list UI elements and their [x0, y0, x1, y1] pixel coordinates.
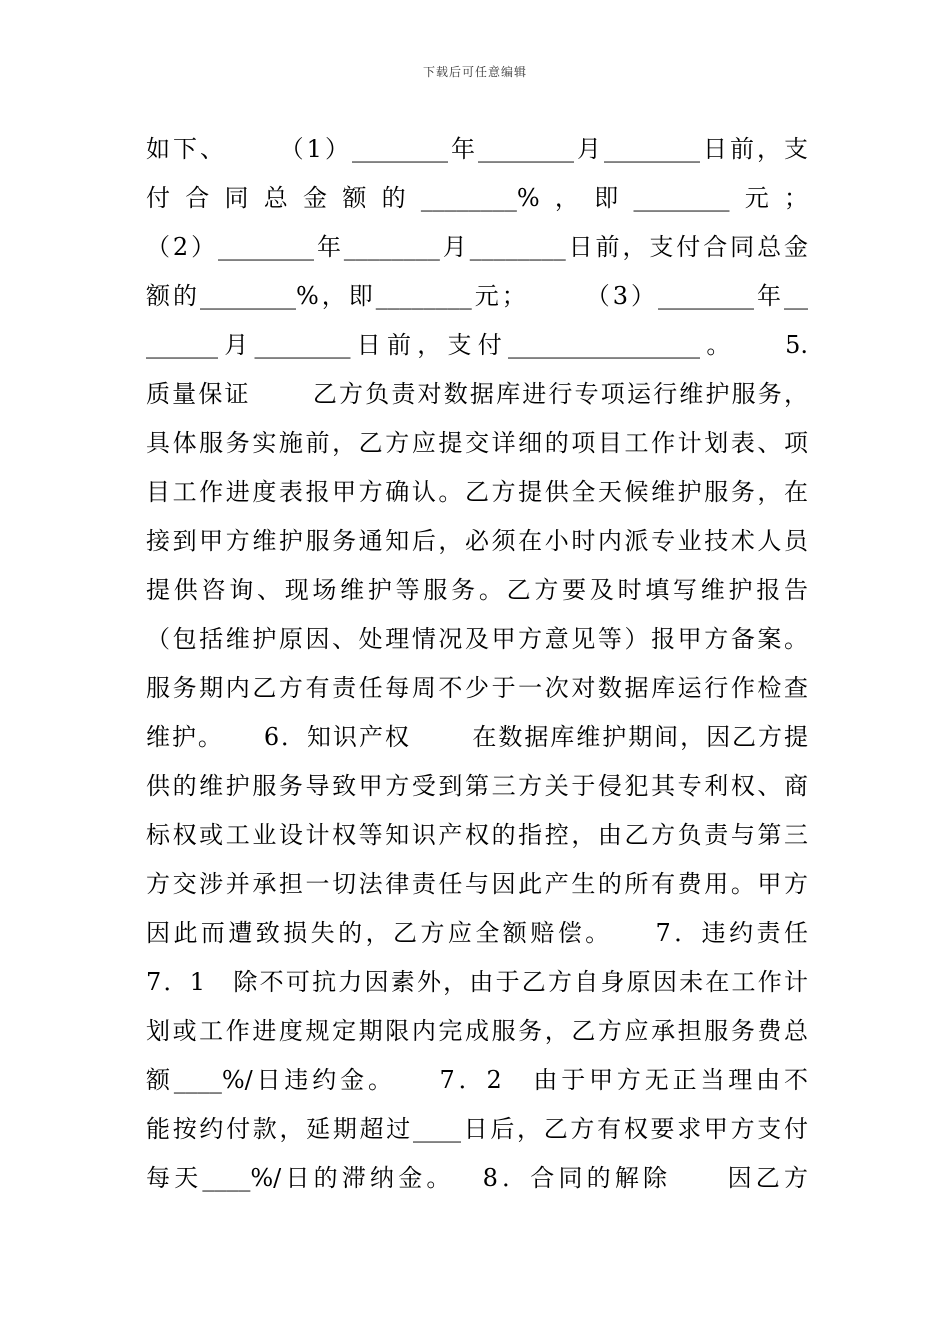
text-line: 供的维护服务导致甲方受到第三方关于侵犯其专利权、商	[146, 772, 808, 800]
text-line: （包括维护原因、处理情况及甲方意见等）报甲方备案。	[146, 625, 808, 653]
text-line: ______月________日前，支付________________。 5.	[146, 331, 808, 359]
text-line: 质量保证 乙方负责对数据库进行专项运行维护服务，	[146, 380, 808, 408]
text-line: 因此而遭致损失的，乙方应全额赔偿。 7．违约责任	[146, 919, 808, 947]
contract-body	[146, 125, 808, 1203]
text-line: 提供咨询、现场维护等服务。乙方要及时填写维护报告	[146, 576, 808, 604]
text-line: 服务期内乙方有责任每周不少于一次对数据库运行作检查	[146, 674, 808, 702]
text-line: 付合同总金额的________%，即________元；	[146, 184, 808, 212]
text-line: 额____%/日违约金。 7．2 由于甲方无正当理由不	[146, 1066, 808, 1094]
text-line: 划或工作进度规定期限内完成服务，乙方应承担服务费总	[146, 1017, 808, 1045]
text-line: 接到甲方维护服务通知后，必须在小时内派专业技术人员	[146, 527, 808, 555]
page-header-note: 下载后可任意编辑	[422, 65, 527, 79]
text-line: 额的________%，即________元； （3）________年__	[146, 282, 808, 310]
text-line: 标权或工业设计权等知识产权的指控，由乙方负责与第三	[146, 821, 808, 849]
text-line: 如下、 （1）________年________月________日前，支	[146, 135, 808, 163]
text-line: 方交涉并承担一切法律责任与因此产生的所有费用。甲方	[146, 870, 808, 898]
text-line: 能按约付款，延期超过____日后，乙方有权要求甲方支付	[146, 1115, 808, 1143]
text-line: 目工作进度表报甲方确认。乙方提供全天候维护服务，在	[146, 478, 808, 506]
text-line: 7．1 除不可抗力因素外，由于乙方自身原因未在工作计	[146, 968, 808, 996]
text-line: 维护。 6．知识产权 在数据库维护期间，因乙方提	[146, 723, 808, 751]
text-line: 具体服务实施前，乙方应提交详细的项目工作计划表、项	[146, 429, 808, 457]
text-line: （2）________年________月________日前，支付合同总金	[146, 233, 808, 261]
text-line: 每天____%/日的滞纳金。 8．合同的解除 因乙方	[146, 1164, 808, 1192]
